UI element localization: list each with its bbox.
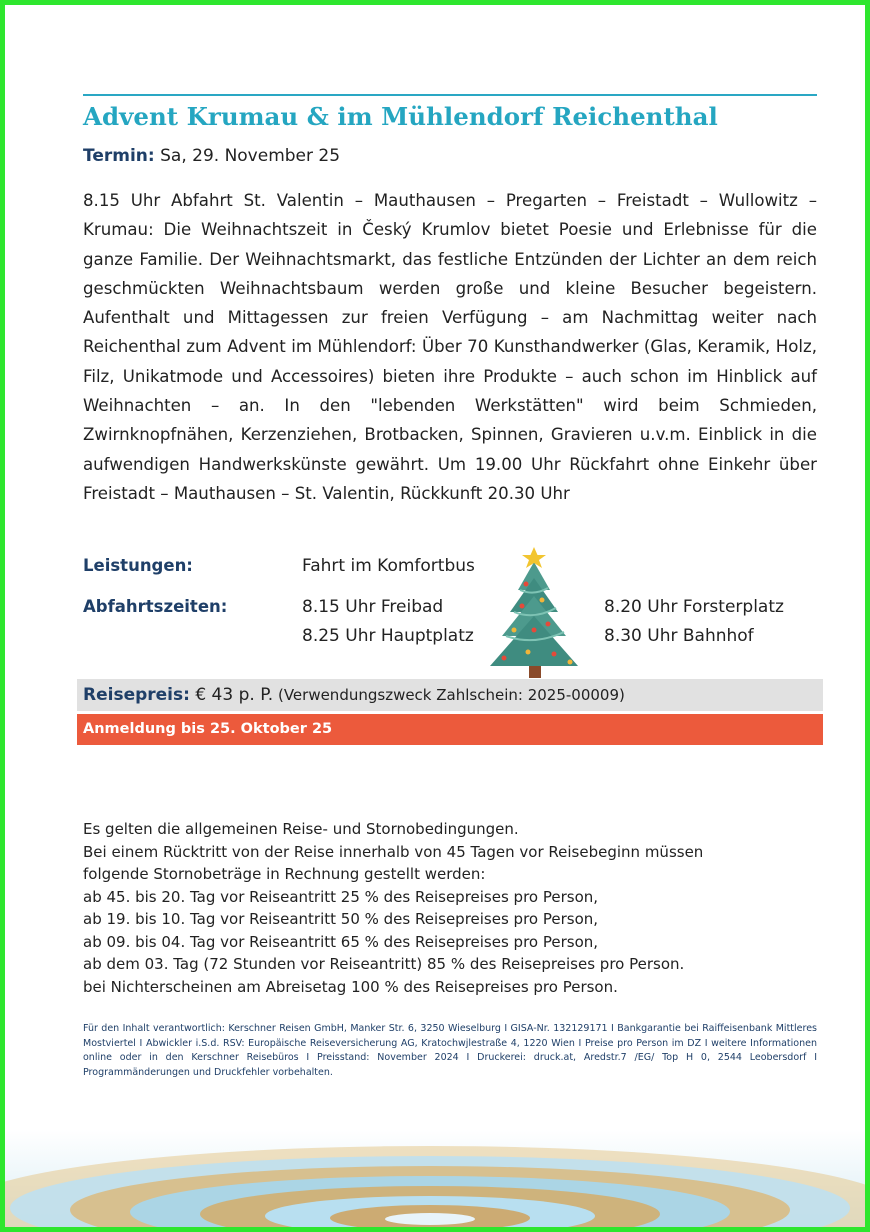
water-swirl-decoration xyxy=(0,1130,870,1232)
price-note: (Verwendungszweck Zahlschein: 2025-00009) xyxy=(273,686,625,704)
storno-line: ab 45. bis 20. Tag vor Reiseantritt 25 % des Reisepreises pro Person, xyxy=(83,887,599,906)
page-title: Advent Krumau & im Mühlendorf Reichenthal xyxy=(83,102,718,131)
storno-conditions xyxy=(83,818,823,998)
price-label: Reisepreis: xyxy=(83,685,190,705)
storno-line: Es gelten die allgemeinen Reise- und Stornobedingungen. xyxy=(83,820,519,838)
abfahrt-time-hauptplatz: 8.25 Uhr Hauptplatz xyxy=(302,626,474,646)
abfahrt-label: Abfahrtszeiten: xyxy=(83,597,228,616)
imprint-fine-print: Für den Inhalt verantwortlich: Kerschner Reisen GmbH, Manker Str. 6, 3250 Wieselburg I GISA-Nr. 132129171 I Bankgarantie bei Raiffeisenbank Mittleres Mostviertel I Abwickler i.S.d. RSV: Europäische Reiseversicherung AG, Kratochwjlestraße 4, 1220 Wien I Preise pro Person im DZ I weitere Informationen online oder in den Kerschner Reisebüros I Preisstand: November 2024 I Druckerei: druck.at, Aredstr.7 /EG/ Top H 0, 2544 Leobersdorf I Programmänderungen und Druckfehler vorbehalten. xyxy=(83,1023,817,1078)
storno-line: ab dem 03. Tag (72 Stunden vor Reiseantritt) 85 % des Reisepreises pro Person. xyxy=(83,955,685,973)
abfahrt-time-freibad: 8.15 Uhr Freibad xyxy=(302,597,444,617)
storno-line: bei Nichterscheinen am Abreisetag 100 % des Reisepreises pro Person. xyxy=(83,977,618,996)
termin-value: Sa, 29. November 25 xyxy=(154,146,341,166)
storno-line: ab 09. bis 04. Tag vor Reiseantritt 65 % des Reisepreises pro Person, xyxy=(83,932,599,951)
price-bar xyxy=(77,679,823,711)
trip-description: 8.15 Uhr Abfahrt St. Valentin – Mauthausen – Pregarten – Freistadt – Wullowitz – Krumau: Die Weihnachtszeit in Český Krumlov bietet Poesie und Erlebnisse für die ganze Familie. Der Weihnachtsmarkt, das festliche Entzünden der Lichter an dem reich geschmückten Weihnachtsbaum werden große und kleine Besucher begeistern. Aufenthalt und Mittagessen zur freien Verfügung – am Nachmittag weiter nach Reichenthal zum Advent im Mühlendorf: Über 70 Kunsthandwerker (Glas, Keramik, Holz, Filz, Unikatmode und Accessoires) bieten ihre Produkte – auch schon im Hinblick auf Weihnachten – an. In den "lebenden Werkstätten" wird beim Schmieden, Zwirnknopfnähen, Kerzenziehen, Brotbacken, Spinnen, Gravieren u.v.m. Einblick in die aufwendigen Handwerkskünste gewährt. Um 19.00 Uhr Rückfahrt ohne Einkehr über Freistadt – Mauthausen – St. Valentin, Rückkunft 20.30 Uhr xyxy=(83,191,817,503)
storno-line: folgende Stornobeträge in Rechnung gestellt werden: xyxy=(83,865,486,883)
title-rule xyxy=(83,94,817,96)
storno-line: ab 19. bis 10. Tag vor Reiseantritt 50 % des Reisepreises pro Person, xyxy=(83,910,599,928)
christmas-tree-icon xyxy=(484,544,584,684)
abfahrt-time-forsterplatz: 8.20 Uhr Forsterplatz xyxy=(604,597,784,617)
abfahrt-time-bahnhof: 8.30 Uhr Bahnhof xyxy=(604,626,754,646)
registration-deadline: Anmeldung bis 25. Oktober 25 xyxy=(77,714,823,745)
leistungen-label: Leistungen: xyxy=(83,556,193,575)
storno-line: Bei einem Rücktritt von der Reise innerhalb von 45 Tagen vor Reisebeginn müssen xyxy=(83,842,704,861)
termin-line xyxy=(83,143,340,169)
leistungen-value: Fahrt im Komfortbus xyxy=(302,556,475,576)
price-value: € 43 p. P. xyxy=(189,685,274,705)
termin-label: Termin: xyxy=(83,146,155,166)
